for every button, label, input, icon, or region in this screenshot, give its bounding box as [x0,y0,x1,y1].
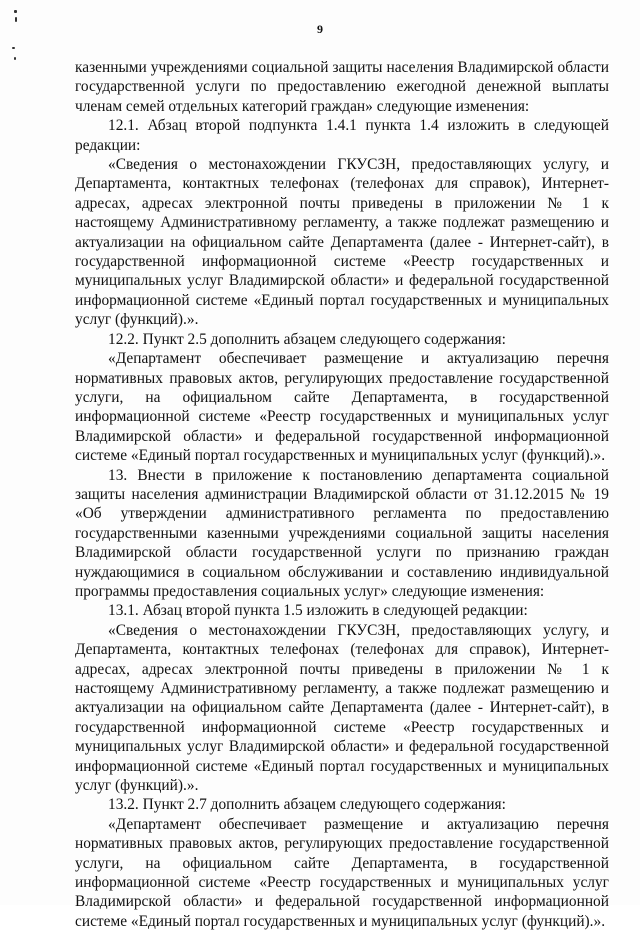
paragraph-quote-legal-acts-2: «Департамент обеспечивает размещение и актуализацию перечня нормативных правовых актов, регулирующих предоставление государственной услуги, на официальном сайте Департамента, в государственной информационной системе «Реестр государственных и муниципальных услуг Владимирской области» и федеральной государственной информационной системе «Единый портал государственных и муниципальных услуг (функций).». [75,815,609,930]
paragraph-12-2: 12.2. Пункт 2.5 дополнить абзацем следующего содержания: [108,330,506,348]
paragraph-quote-contacts: «Сведения о местонахождении ГКУСЗН, предоставляющих услугу, и Департамента, контактных телефонах (телефонах для справок), Интернет-адресах, адресах электронной почты приведены в приложении № 1 к настоящему Административному регламенту, а также подлежат размещению и актуализации на официальном сайте Департамента (далее - Интернет-сайт), в государственной информационной системе «Реестр государственных и муниципальных услуг Владимирской области» и федеральной государственной информационной системе «Единый портал государственных и муниципальных услуг (функций).». [75,156,609,329]
paragraph-continuation: казенными учреждениями социальной защиты населения Владимирской области государственной услуги по предоставлению ежегодной денежной выплаты членам семей отдельных категорий граждан» следующие изменения: [75,59,609,115]
paragraph-13-2: 13.2. Пункт 2.7 дополнить абзацем следующего содержания: [108,796,506,814]
paragraph-13: 13. Внести в приложение к постановлению департамента социальной защиты населения администрации Владимирской области от 31.12.2015 № 19 «Об утверждении административного регламента по предоставлению государственными казенными учреждениями социальной защиты населения Владимирской области государственной услуги по признанию граждан нуждающимися в социальном обслуживании и составлению индивидуальной программы предоставления социальных услуг» следующие изменения: [75,466,609,600]
paragraph-12-1: 12.1. Абзац второй подпункта 1.4.1 пункта 1.4 изложить в следующей редакции: [75,117,609,154]
scan-artifact [12,47,15,49]
scan-artifact [14,57,16,60]
paragraph-quote-contacts-2: «Сведения о местонахождении ГКУСЗН, предоставляющих услугу, и Департамента, контактных телефонах (телефонах для справок), Интернет-адресах, адресах электронной почты приведены в приложении № 1 к настоящему Административному регламенту, а также подлежат размещению и актуализации на официальном сайте Департамента (далее - Интернет-сайт), в государственной информационной системе «Реестр государственных и муниципальных услуг Владимирской области» и федеральной государственной информационной системе «Единый портал государственных и муниципальных услуг (функций).». [75,621,609,795]
paragraph-quote-legal-acts: «Департамент обеспечивает размещение и актуализацию перечня нормативных правовых актов, регулирующих предоставление государственной услуги, на официальном сайте Департамента, в государственной информационной системе «Реестр государственных и муниципальных услуг Владимирской области» и федеральной государственной информационной системе «Единый портал государственных и муниципальных услуг (функций).». [75,350,609,465]
document-body [75,58,609,931]
scan-artifact [14,10,17,13]
page-number: 9 [317,22,323,36]
paragraph-13-1: 13.1. Абзац второй пункта 1.5 изложить в следующей редакции: [108,602,528,620]
